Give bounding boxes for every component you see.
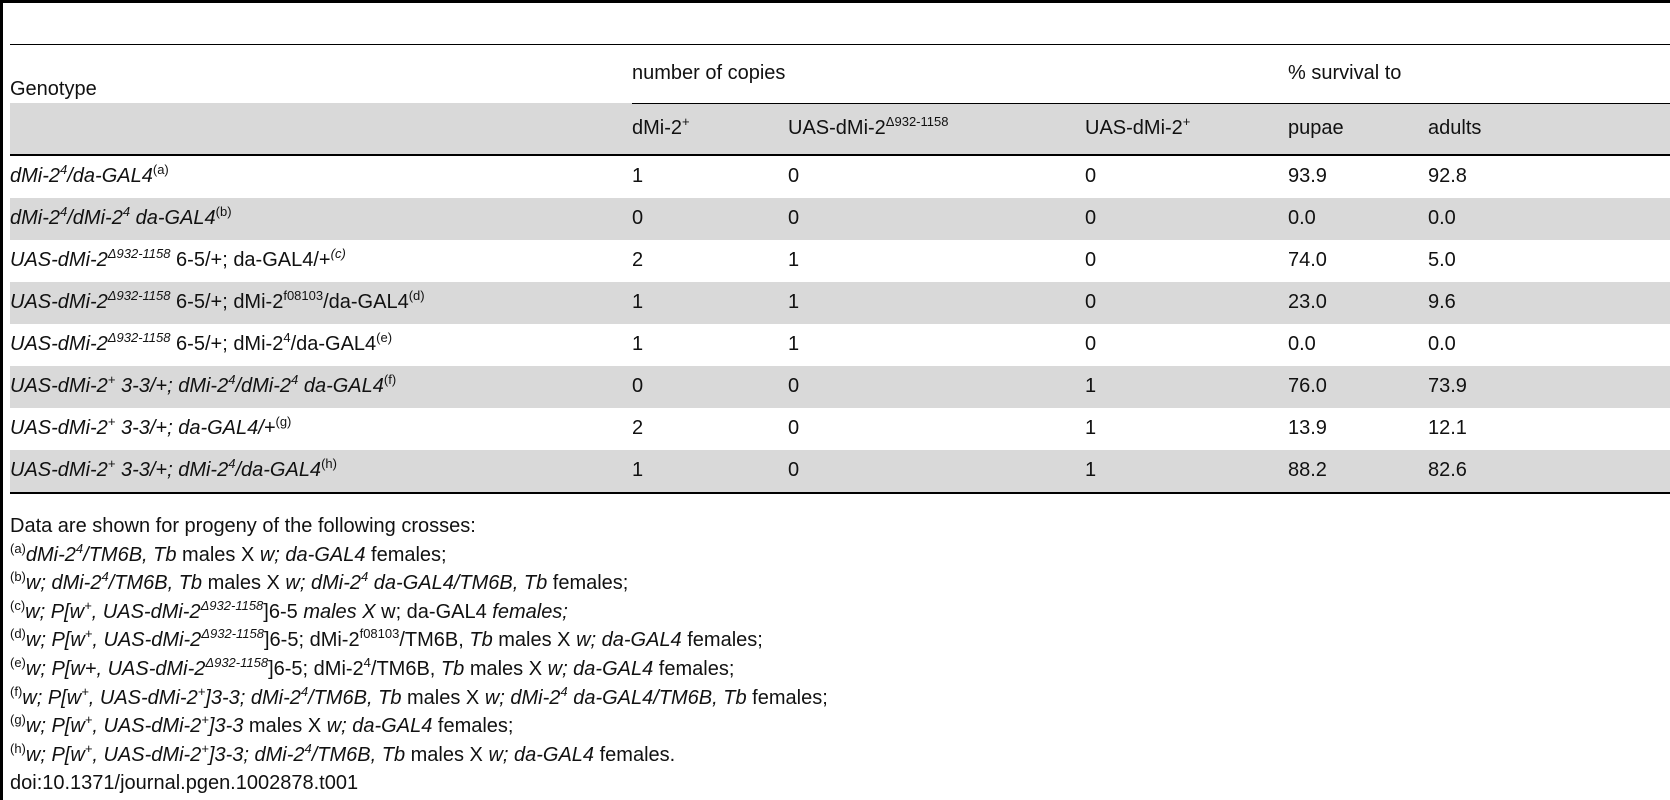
table-row [10, 198, 1670, 240]
uas-plus-cell: 1 [1085, 366, 1288, 408]
header-survival-to: % survival to [1288, 45, 1670, 103]
genotype-cell: UAS-dMi-2+ 3-3/+; da-GAL4/+$^{(g)}$ [10, 414, 292, 439]
uas-delta-cell: 0 [788, 165, 800, 187]
uas-delta-cell: 1 [788, 333, 800, 355]
genotype-cell: UAS-$dMi-2^{\Delta 932-1158}$ 6-5/+; dMi-$2^4/da-GAL4^{(e)}$ [10, 330, 393, 355]
dmi2-cell: 0 [632, 198, 788, 240]
pupae-cell: 0.0 [1288, 198, 1428, 240]
header-uas-plus: UAS-dMi-2+ [1085, 103, 1288, 155]
uas-plus-cell: 0 [1085, 249, 1097, 271]
adults-cell: 9.6 [1428, 282, 1670, 324]
header-genotype: Genotype [10, 78, 97, 100]
adults-cell: 73.9 [1428, 366, 1670, 408]
genotype-cell: dMi-$2^4/dMi-2^4$ da-GAL4$^{(b)}$ [10, 198, 632, 240]
adults-cell: 82.6 [1428, 450, 1670, 493]
adults-cell: 12.1 [1428, 417, 1467, 439]
header-uas-delta: UAS-$dMi-2^{\Delta 932-1158}$ [788, 103, 1085, 155]
genotype-cell: UAS-$dMi-2^{\Delta 932-1158}$ 6-5/+; dMi-$2^{f08103}/da-GAL4^{(d)}$ [10, 282, 632, 324]
adults-cell: 5.0 [1428, 249, 1456, 271]
table-row [10, 366, 1670, 408]
header-pupae: pupae [1288, 103, 1428, 155]
pupae-cell: 0.0 [1288, 333, 1316, 355]
genotype-cell: UAS-$dMi-2^{\Delta 932-1158}$ 6-5/+; da-GAL4/+$^{(c)}$ [10, 246, 346, 271]
genotype-cell: UAS-dMi-2+ 3-3/+; dMi-$2^4/dMi-2^4$ da-GAL4$^{(f)}$ [10, 366, 632, 408]
uas-delta-cell: 0 [788, 198, 1085, 240]
dmi2-cell: 2 [632, 417, 644, 439]
uas-plus-cell: 1 [1085, 450, 1288, 493]
survival-table [10, 45, 1670, 494]
header-row-columns [10, 103, 1670, 155]
doi-link[interactable]: doi:10.1371/journal.pgen.1002878.t001 [10, 772, 359, 795]
adults-cell: 0.0 [1428, 333, 1456, 355]
footnote-f: $^{(f)}$w; P[w+, UAS-dMi-2+]3-3; dMi-$2^4/TM6B$, Tb males X w; dMi-$2^4$ da-GAL4/TM6B, Tb females; [10, 683, 828, 709]
pupae-cell: 13.9 [1288, 417, 1327, 439]
dmi2-cell: 1 [632, 450, 788, 493]
uas-delta-cell: 1 [788, 249, 800, 271]
footnote-g: $^{(g)}$w; P[w+, UAS-dMi-2+]3-3 males X w; da-GAL4 females; [10, 712, 514, 738]
dmi2-cell: 1 [632, 333, 644, 355]
header-number-of-copies: number of copies [632, 45, 1288, 103]
table-row [10, 240, 1670, 282]
pupae-cell: 76.0 [1288, 366, 1428, 408]
adults-cell: 0.0 [1428, 198, 1670, 240]
dmi2-cell: 2 [632, 249, 644, 271]
footnote-h: $^{(h)}$w; P[w+, UAS-dMi-2+]3-3; dMi-$2^4/TM6B$, Tb males X w; da-GAL4 females. [10, 740, 676, 766]
uas-plus-cell: 0 [1085, 282, 1288, 324]
footnote-intro: Data are shown for progeny of the following crosses: [10, 515, 476, 537]
footnote-d: $^{(d)}$w; P[w+, UAS-$dMi-2^{\Delta 932-1158}]6-5$; dMi-$2^{f08103}/TM6B$, Tb males X w; da-GAL4 females; [10, 626, 763, 652]
uas-delta-cell: 0 [788, 417, 800, 439]
table-row [10, 324, 1670, 366]
header-dmi2: dMi-2+ [632, 103, 788, 155]
table-row [10, 408, 1670, 450]
uas-plus-cell: 1 [1085, 417, 1097, 439]
pupae-cell: 74.0 [1288, 249, 1327, 271]
genotype-cell: dMi-$2^4/da-GAL4^{(a)}$ [10, 162, 169, 187]
uas-delta-cell: 0 [788, 450, 1085, 493]
dmi2-cell: 0 [632, 366, 788, 408]
adults-cell: 92.8 [1428, 165, 1467, 187]
table-footnotes [10, 512, 1660, 798]
table-row [10, 282, 1670, 324]
table-row [10, 155, 1670, 198]
footnote-e: $^{(e)}$w; P[w+, UAS-$dMi-2^{\Delta 932-1158}]6-5$; dMi-$2^4/TM6B$, Tb males X w; da-GAL4 females; [10, 654, 735, 680]
genotype-cell: UAS-dMi-2+ 3-3/+; dMi-$2^4/da-GAL4^{(h)}$ [10, 450, 632, 493]
dmi2-cell: 1 [632, 282, 788, 324]
table-row [10, 450, 1670, 493]
header-blank-cell [10, 103, 632, 155]
pupae-cell: 93.9 [1288, 165, 1327, 187]
uas-plus-cell: 0 [1085, 333, 1097, 355]
pupae-cell: 23.0 [1288, 282, 1428, 324]
dmi2-cell: 1 [632, 165, 644, 187]
uas-plus-cell: 0 [1085, 198, 1288, 240]
left-border [0, 0, 3, 800]
pupae-cell: 88.2 [1288, 450, 1428, 493]
uas-delta-cell: 0 [788, 366, 1085, 408]
header-adults: adults [1428, 103, 1670, 155]
uas-delta-cell: 1 [788, 282, 1085, 324]
uas-plus-cell: 0 [1085, 165, 1097, 187]
footnote-c: $^{(c)}$w; P[w+, UAS-$dMi-2^{\Delta 932-1158}]6-5$ males X w; da-GAL4 females; [10, 597, 568, 623]
footnote-a: $^{(a)}dMi-2^4/TM6B$, Tb males X w; da-GAL4 females; [10, 540, 447, 566]
header-row-group [10, 45, 1670, 103]
footnote-b: $^{(b)}$w; dMi-$2^4/TM6B$, Tb males X w; dMi-$2^4$ da-GAL4/TM6B, Tb females; [10, 569, 629, 595]
top-border [0, 0, 1670, 3]
